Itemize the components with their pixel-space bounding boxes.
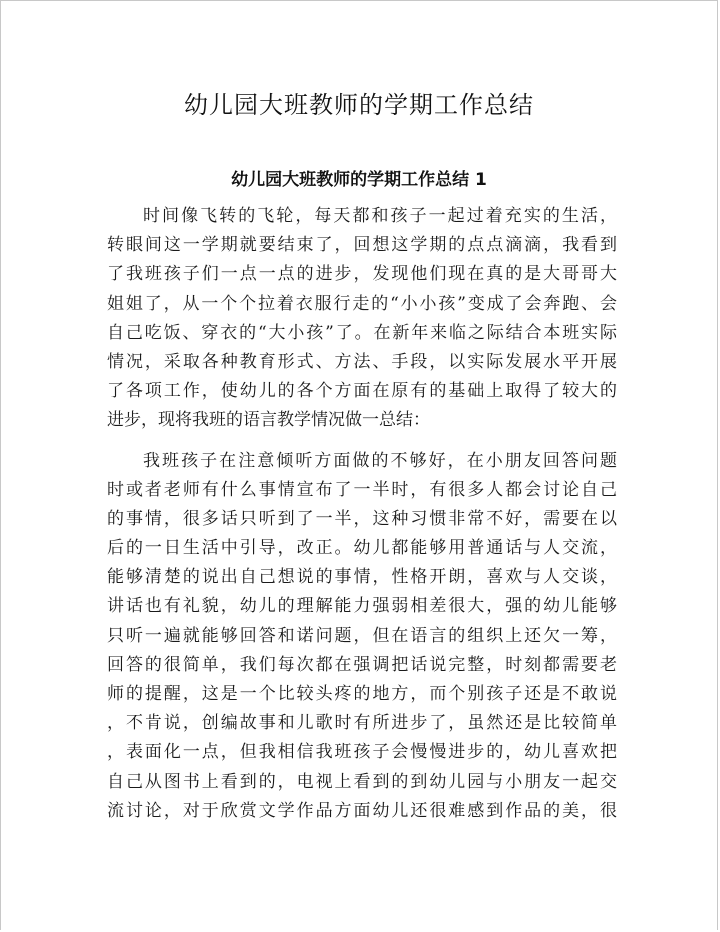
text-line: 流讨论，对于欣赏文学作品方面幼儿还很难感到作品的美，很 (107, 800, 617, 821)
paragraph-2 (107, 447, 617, 826)
text-line: 回答的很简单，我们每次都在强调把话说完整，时刻都需要老 (107, 654, 617, 675)
paragraph-1 (107, 202, 617, 436)
text-line: 的事情，很多话只听到了一半，这种习惯非常不好，需要在以 (107, 508, 617, 529)
text-line: ，表面化一点，但我相信我班孩子会慢慢进步的，幼儿喜欢把 (107, 742, 617, 763)
document-title: 幼儿园大班教师的学期工作总结 (184, 91, 534, 119)
text-line: 了我班孩子们一点一点的进步，发现他们现在真的是大哥哥大 (107, 264, 617, 285)
text-line: 能够清楚的说出自己想说的事情，性格开朗，喜欢与人交谈， (107, 567, 617, 588)
text-line: 进步，现将我班的语言教学情况做一总结： (107, 410, 430, 431)
text-line: 了各项工作，使幼儿的各个方面在原有的基础上取得了较大的 (107, 381, 617, 402)
section-heading: 幼儿园大班教师的学期工作总结 1 (231, 170, 487, 190)
document-body (107, 202, 617, 826)
text-line: 姐姐了，从一个个拉着衣服行走的“小小孩”变成了会奔跑、会 (107, 293, 617, 314)
text-line: 时或者老师有什么事情宣布了一半时，有很多人都会讨论自己 (107, 479, 617, 500)
text-line: 讲话也有礼貌，幼儿的理解能力强弱相差很大，强的幼儿能够 (107, 596, 617, 617)
text-line: 时间像飞转的飞轮，每天都和孩子一起过着充实的生活， (143, 206, 617, 226)
text-line: 师的提醒，这是一个比较头疼的地方，而个别孩子还是不敢说 (107, 684, 617, 704)
text-line: 转眼间这一学期就要结束了，回想这学期的点点滴滴，我看到 (107, 235, 617, 256)
text-line: 后的一日生活中引导，改正。幼儿都能够用普通话与人交流， (107, 538, 617, 559)
text-line: 我班孩子在注意倾听方面做的不够好，在小朋友回答问题 (143, 450, 617, 471)
text-line: ，不肯说，创编故事和儿歌时有所进步了，虽然还是比较简单 (107, 713, 617, 734)
text-line: 情况，采取各种教育形式、方法、手段，以实际发展水平开展 (107, 351, 617, 372)
text-line: 自己从图书上看到的，电视上看到的到幼儿园与小朋友一起交 (107, 771, 617, 792)
text-line: 只听一遍就能够回答和诺问题，但在语言的组织上还欠一筹， (107, 625, 617, 646)
text-line: 自己吃饭、穿衣的“大小孩”了。在新年来临之际结合本班实际 (107, 322, 617, 343)
